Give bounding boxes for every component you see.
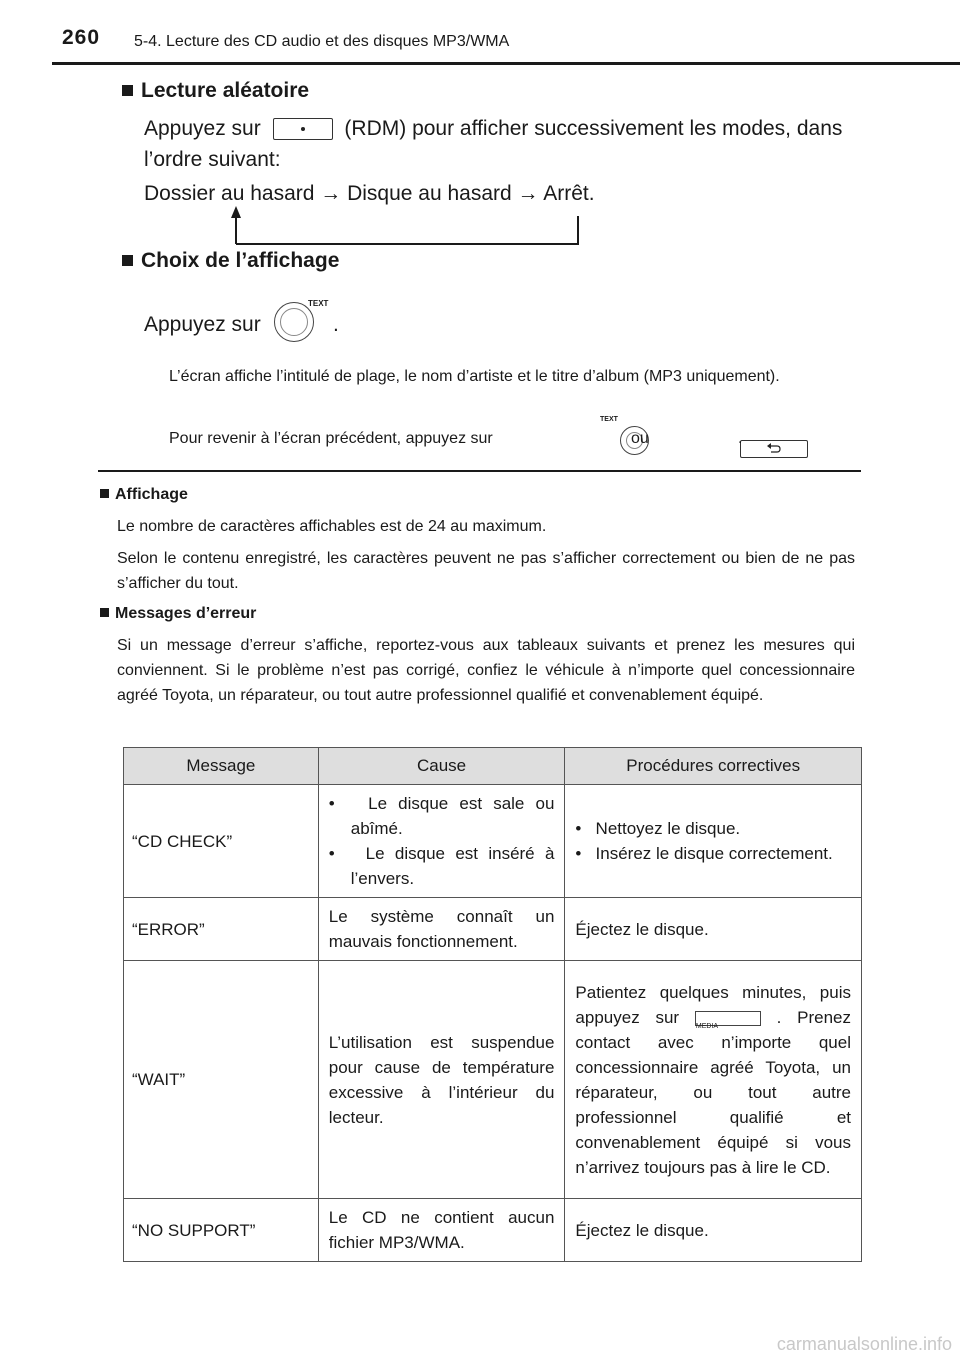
square-bullet-icon: [100, 489, 109, 498]
row-message: “NO SUPPORT”: [124, 1199, 319, 1262]
display-note-2-or: ou: [631, 430, 649, 447]
random-instruction-line1: [144, 117, 842, 141]
row-cause: Le CD ne contient aucun fichier MP3/WMA.: [318, 1199, 565, 1262]
footer-watermark: carmanualsonline.info: [776, 1334, 952, 1354]
random-play-heading-text: Lecture aléatoire: [141, 79, 310, 102]
table-row: [124, 785, 862, 898]
back-button-icon: [740, 440, 808, 458]
random-line1-before: Appuyez sur: [144, 117, 261, 140]
row-fix: Éjectez le disque.: [565, 898, 862, 961]
list-item: • Insérez le disque correctement.: [575, 844, 833, 863]
random-play-heading: [122, 79, 309, 103]
row-cause: Le système connaît un mauvais fonctionnement.: [318, 898, 565, 961]
display-chars-heading-text: Affichage: [115, 486, 188, 503]
row-cause: L’utilisation est suspendue pour cause de température excessive à l’intérieur du lecteur.: [318, 961, 565, 1199]
col-header-cause: Cause: [318, 748, 565, 785]
table-row: [124, 961, 862, 1199]
row-fix: Éjectez le disque.: [565, 1199, 862, 1262]
square-bullet-icon: [100, 608, 109, 617]
row-message: “CD CHECK”: [124, 785, 319, 898]
col-header-message: Message: [124, 748, 319, 785]
display-note-1: L’écran affiche l’intitulé de plage, le nom d’artiste et le titre d’album (MP3 uniquement).: [169, 368, 780, 385]
square-bullet-icon: [122, 255, 133, 266]
display-note-2-before: Pour revenir à l’écran précédent, appuyez sur: [169, 430, 493, 447]
text-knob-small-label: TEXT: [600, 416, 618, 423]
random-instruction-line2: l’ordre suivant:: [144, 148, 281, 171]
list-item: • Nettoyez le disque.: [575, 819, 741, 838]
display-press-period: .: [333, 313, 339, 336]
error-messages-p1: Si un message d’erreur s’affiche, reportez-vous aux tableaux suivants et prenez les mesures qui conviennent. Si le problème n’est pas corrigé, confiez le véhicule à n’importe quel concessionnaire agréé Toyota, un réparateur, ou tout autre professionnel qualifié et convenablement équipé.: [117, 637, 855, 704]
page-number: 260: [62, 26, 101, 49]
display-choice-heading: [122, 249, 339, 273]
media-button-icon: [695, 1011, 761, 1030]
table-header-row: [124, 748, 862, 785]
list-item: • Le disque est inséré à l’envers.: [328, 844, 555, 888]
display-choice-heading-text: Choix de l’affichage: [141, 249, 340, 272]
running-head: 5-4. Lecture des CD audio et des disques MP3/WMA: [134, 33, 510, 50]
header-rule: [52, 62, 960, 65]
row-fix: [565, 785, 862, 898]
random-line1-after: (RDM) pour afficher successivement les modes, dans: [344, 117, 843, 140]
error-messages-heading: [100, 605, 256, 623]
media-button-label: MEDIA: [695, 1022, 719, 1030]
text-knob-label: TEXT: [308, 299, 329, 308]
display-press-text: Appuyez sur: [144, 313, 261, 336]
row-message: “WAIT”: [124, 961, 319, 1199]
row-fix: [565, 961, 862, 1199]
display-note-2-end: .: [738, 430, 743, 447]
col-header-fix: Procédures correctives: [565, 748, 862, 785]
text-knob-icon: [274, 302, 314, 342]
wait-fix-before: Patientez quelques minutes, puis appuyez sur: [575, 982, 851, 1027]
rdm-button-icon: [273, 118, 333, 140]
display-chars-p2: Selon le contenu enregistré, les caractères peuvent ne pas s’afficher correctement ou bien de ne pas s’afficher du tout.: [117, 550, 855, 592]
display-chars-p1: Le nombre de caractères affichables est de 24 au maximum.: [117, 518, 547, 535]
square-bullet-icon: [122, 85, 133, 96]
table-row: [124, 1199, 862, 1262]
error-messages-heading-text: Messages d’erreur: [115, 605, 257, 622]
sequence-loop-arrow-icon: [226, 206, 586, 248]
section-separator: [98, 470, 861, 472]
table-row: [124, 898, 862, 961]
wait-fix-after: . Prenez contact avec n’importe quel concessionnaire agréé Toyota, un réparateur, ou tout autre professionnel qualifié et convenablement équipé si vous n’arrivez toujours pas à lire le CD.: [575, 1007, 851, 1177]
error-table: [123, 747, 862, 1262]
random-mode-sequence: Dossier au hasard → Disque au hasard → Arrêt.: [144, 182, 595, 205]
row-message: “ERROR”: [124, 898, 319, 961]
row-cause: [318, 785, 565, 898]
list-item: • Le disque est sale ou abîmé.: [328, 794, 555, 838]
display-chars-heading: [100, 486, 188, 504]
